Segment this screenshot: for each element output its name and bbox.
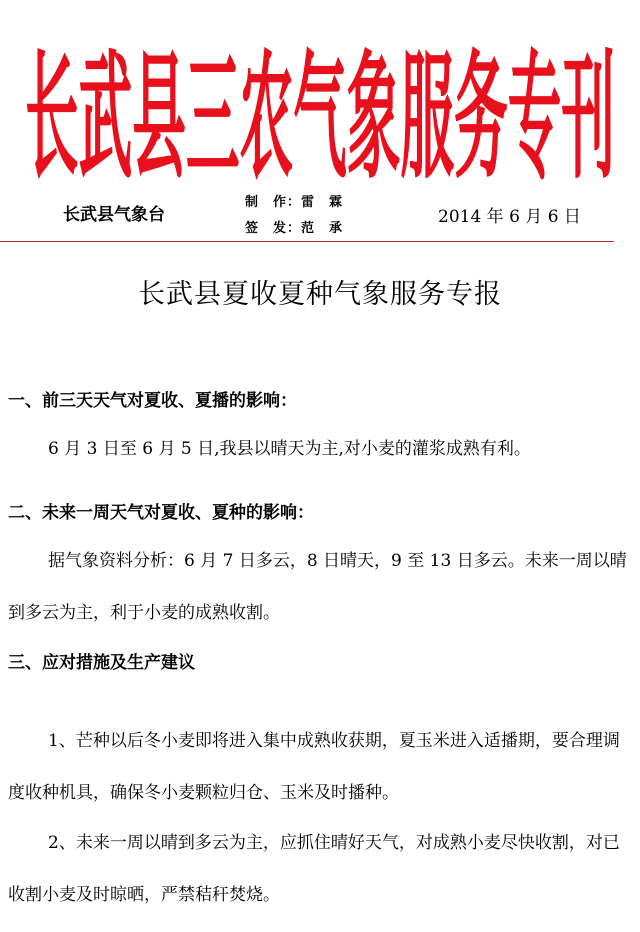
producer-line: [245, 190, 343, 216]
masthead: [0, 0, 640, 185]
section-heading-3: 三、应对措施及生产建议: [8, 653, 195, 673]
masthead-title-art: [0, 0, 640, 185]
masthead-meta: [0, 190, 640, 240]
section-3-paragraph-1: 1、芒种以后冬小麦即将进入集中成熟收获期，夏玉米进入适播期，要合理调度收种机具，确保冬小麦颗粒归仓、玉米及时播种。: [8, 731, 620, 803]
section-heading-1: 一、前三天天气对夏收、夏播的影响：: [8, 391, 297, 411]
section-2-paragraph: 据气象资料分析：6 月 7 日多云，8 日晴天，9 至 13 日多云。未来一周以晴到多云为主，利于小麦的成熟收割。: [8, 551, 627, 623]
issue-date: 2014 年 6 月 6 日: [438, 207, 581, 227]
issuer-name: 长武县气象台: [63, 205, 165, 225]
approver-label: 签 发：: [245, 221, 302, 236]
document-title: 长武县夏收夏种气象服务专报: [138, 279, 502, 310]
producer-label: 制 作：: [245, 195, 302, 210]
section-1-paragraph: 6 月 3 日至 6 月 5 日,我县以晴天为主,对小麦的灌浆成熟有利。: [48, 439, 531, 459]
approver-name: 范 承: [301, 221, 344, 236]
producer-name: 雷 霖: [301, 195, 344, 210]
section-heading-2: 二、未来一周天气对夏收、夏种的影响：: [8, 503, 314, 523]
approver-line: [245, 216, 343, 242]
masthead-title: 长武县三农气象服务专刊: [25, 35, 616, 185]
masthead-divider: [0, 241, 614, 242]
section-3-paragraph-2: 2、未来一周以晴到多云为主，应抓住晴好天气，对成熟小麦尽快收割，对已收割小麦及时晾晒，严禁秸秆焚烧。: [8, 833, 620, 905]
credits: [245, 190, 343, 242]
